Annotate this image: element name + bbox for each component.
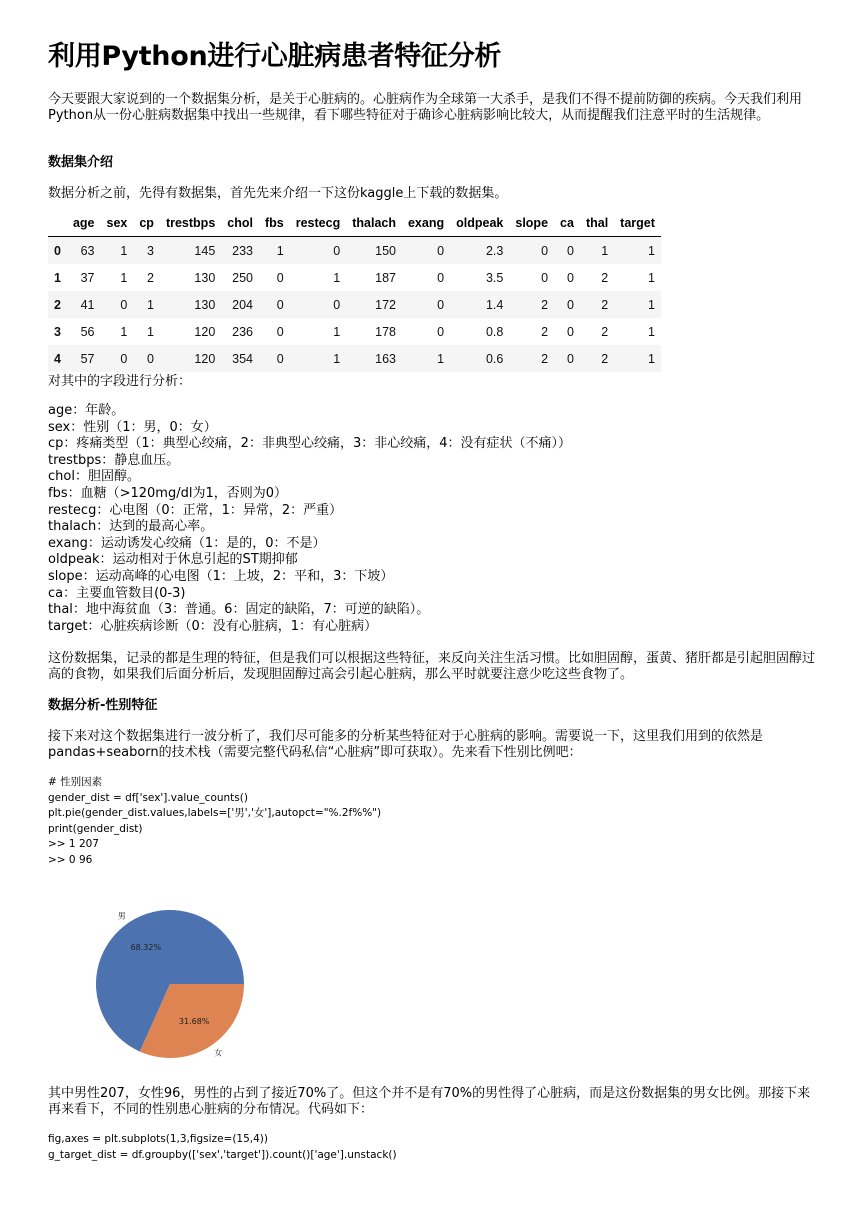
table-cell: 1 <box>276 243 284 258</box>
analysis-paragraph: 接下来对这个数据集进行一波分析了，我们尽可能多的分析某些特征对于心脏病的影响。需要说一下，这里我们用到的依然是pandas+seaborn的技术栈（需要完整代码私信“心脏病”即可获取）。先来看下性别比例吧： <box>48 729 764 760</box>
table-cell: 150 <box>375 243 396 258</box>
field-description: fbs：血糖（>120mg/dl为1，否则为0） <box>48 485 288 501</box>
pie-category-label: 男 <box>117 911 126 921</box>
table-cell: 0 <box>276 324 284 339</box>
column-header-target: target <box>620 216 655 230</box>
table-row <box>48 345 661 372</box>
table-cell: 204 <box>232 297 253 312</box>
table-cell: 2 <box>601 324 609 339</box>
row-index: 3 <box>54 324 61 339</box>
table-cell: 178 <box>375 324 396 339</box>
code-line: >> 1 207 <box>48 838 99 850</box>
index-header <box>48 210 67 237</box>
code-line: print(gender_dist) <box>48 822 143 835</box>
table-cell: 1.4 <box>485 297 504 312</box>
table-cell: 3 <box>147 243 154 258</box>
column-header-chol: chol <box>227 216 253 230</box>
table-cell: 0 <box>437 297 445 312</box>
table-cell: 1 <box>147 297 154 312</box>
table-cell: 1 <box>647 297 655 312</box>
table-cell: 0 <box>566 270 574 285</box>
field-description: restecg：心电图（0：正常，1：异常，2：严重） <box>48 502 343 518</box>
table-row <box>48 264 661 291</box>
table-cell: 250 <box>232 270 253 285</box>
table-cell: 2 <box>541 324 549 339</box>
table-cell: 56 <box>80 324 95 339</box>
field-description: thal：地中海贫血（3：普通。6：固定的缺陷，7：可逆的缺陷）。 <box>48 602 430 618</box>
table-row <box>48 237 661 265</box>
field-description: trestbps：静息血压。 <box>48 452 180 468</box>
table-cell: 0 <box>566 324 574 339</box>
table-cell: 0 <box>566 243 574 258</box>
table-cell: 172 <box>375 297 396 312</box>
field-description: chol：胆固醇。 <box>48 469 140 485</box>
field-description: ca：主要血管数目(0-3) <box>48 585 186 601</box>
column-header-sex: sex <box>106 216 128 230</box>
table-cell: 2 <box>601 270 609 285</box>
table-row <box>48 318 661 345</box>
table-cell: 63 <box>80 243 95 258</box>
table-cell: 1 <box>333 270 341 285</box>
table-cell: 0 <box>437 270 445 285</box>
field-description: cp：疼痛类型（1：典型心绞痛，2：非典型心绞痛，3：非心绞痛，4：没有症状（不痛）） <box>48 436 571 452</box>
field-description: oldpeak：运动相对于休息引起的ST期抑郁 <box>48 552 298 568</box>
table-cell: 2 <box>601 351 609 366</box>
gender-result-paragraph: 其中男性207，女性96，男性的占到了接近70%了。但这个并不是有70%的男性得了心脏病，而是这份数据集的男女比例。那接下来再来看下，不同的性别患心脏病的分布情况。代码如下： <box>48 1086 811 1117</box>
table-cell: 1 <box>647 324 655 339</box>
table-cell: 1 <box>647 243 655 258</box>
table-cell: 0 <box>333 243 341 258</box>
table-cell: 41 <box>80 297 95 312</box>
table-cell: 120 <box>194 351 216 366</box>
column-header-age: age <box>72 216 95 230</box>
table-cell: 0 <box>120 351 128 366</box>
field-description: slope：运动高峰的心电图（1：上坡，2：平和，3：下坡） <box>48 568 394 584</box>
table-cell: 120 <box>194 324 216 339</box>
field-list <box>48 403 571 635</box>
table-cell: 2 <box>541 351 549 366</box>
column-header-thalach: thalach <box>352 216 396 230</box>
code-line: g_target_dist = df.groupby(['sex','target']).count()['age'].unstack() <box>48 1148 397 1161</box>
field-description: age：年龄。 <box>48 403 125 418</box>
table-cell: 0 <box>541 243 549 258</box>
table-cell: 0 <box>566 351 574 366</box>
row-index: 4 <box>54 351 61 366</box>
table-cell: 1 <box>647 351 655 366</box>
pie-percent-label: 68.32% <box>130 942 162 952</box>
field-description: target：心脏疾病诊断（0：没有心脏病，1：有心脏病） <box>48 618 378 634</box>
code-line: plt.pie(gender_dist.values,labels=['男','女'],autopct="%.2f%%") <box>48 807 382 819</box>
table-cell: 233 <box>232 243 253 258</box>
table-cell: 1 <box>333 351 341 366</box>
table-cell: 0 <box>437 243 445 258</box>
table-cell: 2.3 <box>485 243 504 258</box>
row-index: 0 <box>54 243 61 258</box>
row-index: 2 <box>54 297 61 312</box>
table-cell: 163 <box>375 351 396 366</box>
table-cell: 1 <box>437 351 445 366</box>
table-cell: 1 <box>601 243 609 258</box>
table-cell: 0 <box>333 297 341 312</box>
table-header-row <box>48 210 661 237</box>
column-header-cp: cp <box>139 216 154 230</box>
pie-percent-label: 31.68% <box>178 1017 210 1027</box>
code-line: gender_dist = df['sex'].value_counts() <box>48 791 248 804</box>
code-block-gender <box>48 775 381 868</box>
code-line: fig,axes = plt.subplots(1,3,figsize=(15,4)) <box>48 1133 269 1145</box>
table-cell: 0 <box>437 324 445 339</box>
field-description: exang：运动诱发心绞痛（1：是的，0：不是） <box>48 535 326 551</box>
table-cell: 3.5 <box>485 270 504 285</box>
table-row <box>48 291 661 318</box>
code-line: >> 0 96 <box>48 853 93 866</box>
section-heading-dataset: 数据集介绍 <box>48 155 114 170</box>
intro-paragraph: 今天要跟大家说到的一个数据集分析，是关于心脏病的。心脏病作为全球第一大杀手，是我们不得不提前防御的疾病。今天我们利用Python从一份心脏病数据集中找出一些规律，看下哪些特征对于确诊心脏病影响比较大，从而提醒我们注意平时的生活规律。 <box>48 92 803 123</box>
table-cell: 130 <box>194 270 216 285</box>
table-cell: 0 <box>276 270 284 285</box>
table-cell: 145 <box>194 243 216 258</box>
table-cell: 1 <box>120 243 128 258</box>
code-line: # 性别因素 <box>48 776 103 788</box>
table-cell: 0.6 <box>485 351 504 366</box>
table-cell: 2 <box>541 297 549 312</box>
table-cell: 1 <box>120 270 128 285</box>
physiology-paragraph: 这份数据集，记录的都是生理的特征，但是我们可以根据这些特征，来反向关注生活习惯。比如胆固醇，蛋黄、猪肝都是引起胆固醇过高的食物，如果我们后面分析后，发现胆固醇过高会引起心脏病，那么平时就要注意少吃这些食物了。 <box>48 651 816 682</box>
table-cell: 0 <box>276 297 284 312</box>
table-body <box>48 237 661 373</box>
pie-category-label: 女 <box>214 1048 223 1058</box>
table-cell: 1 <box>120 324 128 339</box>
table-cell: 0 <box>276 351 284 366</box>
column-header-oldpeak: oldpeak <box>456 216 504 230</box>
row-index: 1 <box>54 270 61 285</box>
gender-pie-chart <box>78 898 298 1073</box>
table-cell: 2 <box>601 297 609 312</box>
table-cell: 1 <box>333 324 341 339</box>
table-cell: 0.8 <box>485 324 504 339</box>
table-cell: 187 <box>375 270 396 285</box>
table-cell: 354 <box>232 351 253 366</box>
column-header-ca: ca <box>560 216 574 230</box>
table-cell: 0 <box>566 297 574 312</box>
fields-intro-text: 对其中的字段进行分析： <box>48 374 192 389</box>
field-description: sex：性别（1：男，0：女） <box>48 419 217 435</box>
section-heading-gender: 数据分析-性别特征 <box>48 698 158 713</box>
table-cell: 130 <box>194 297 216 312</box>
column-header-trestbps: trestbps <box>165 216 216 230</box>
column-header-thal: thal <box>585 216 609 230</box>
column-header-slope: slope <box>515 216 549 230</box>
table-cell: 57 <box>80 351 95 366</box>
dataset-intro-text: 数据分析之前，先得有数据集，首先先来介绍一下这份kaggle上下载的数据集。 <box>48 186 508 201</box>
column-header-restecg: restecg <box>295 216 341 230</box>
table-cell: 37 <box>80 270 95 285</box>
table-cell: 0 <box>147 351 154 366</box>
dataframe-table <box>48 210 661 372</box>
table-cell: 0 <box>541 270 549 285</box>
field-description: thalach：达到的最高心率。 <box>48 519 214 535</box>
table-cell: 0 <box>120 297 128 312</box>
column-header-fbs: fbs <box>264 216 284 230</box>
page-title: 利用Python进行心脏病患者特征分析 <box>48 41 502 72</box>
table-cell: 1 <box>647 270 655 285</box>
column-header-exang: exang <box>407 216 445 230</box>
table-cell: 2 <box>147 270 154 285</box>
table-cell: 236 <box>232 324 253 339</box>
table-cell: 1 <box>147 324 154 339</box>
code-block-target <box>48 1132 397 1163</box>
